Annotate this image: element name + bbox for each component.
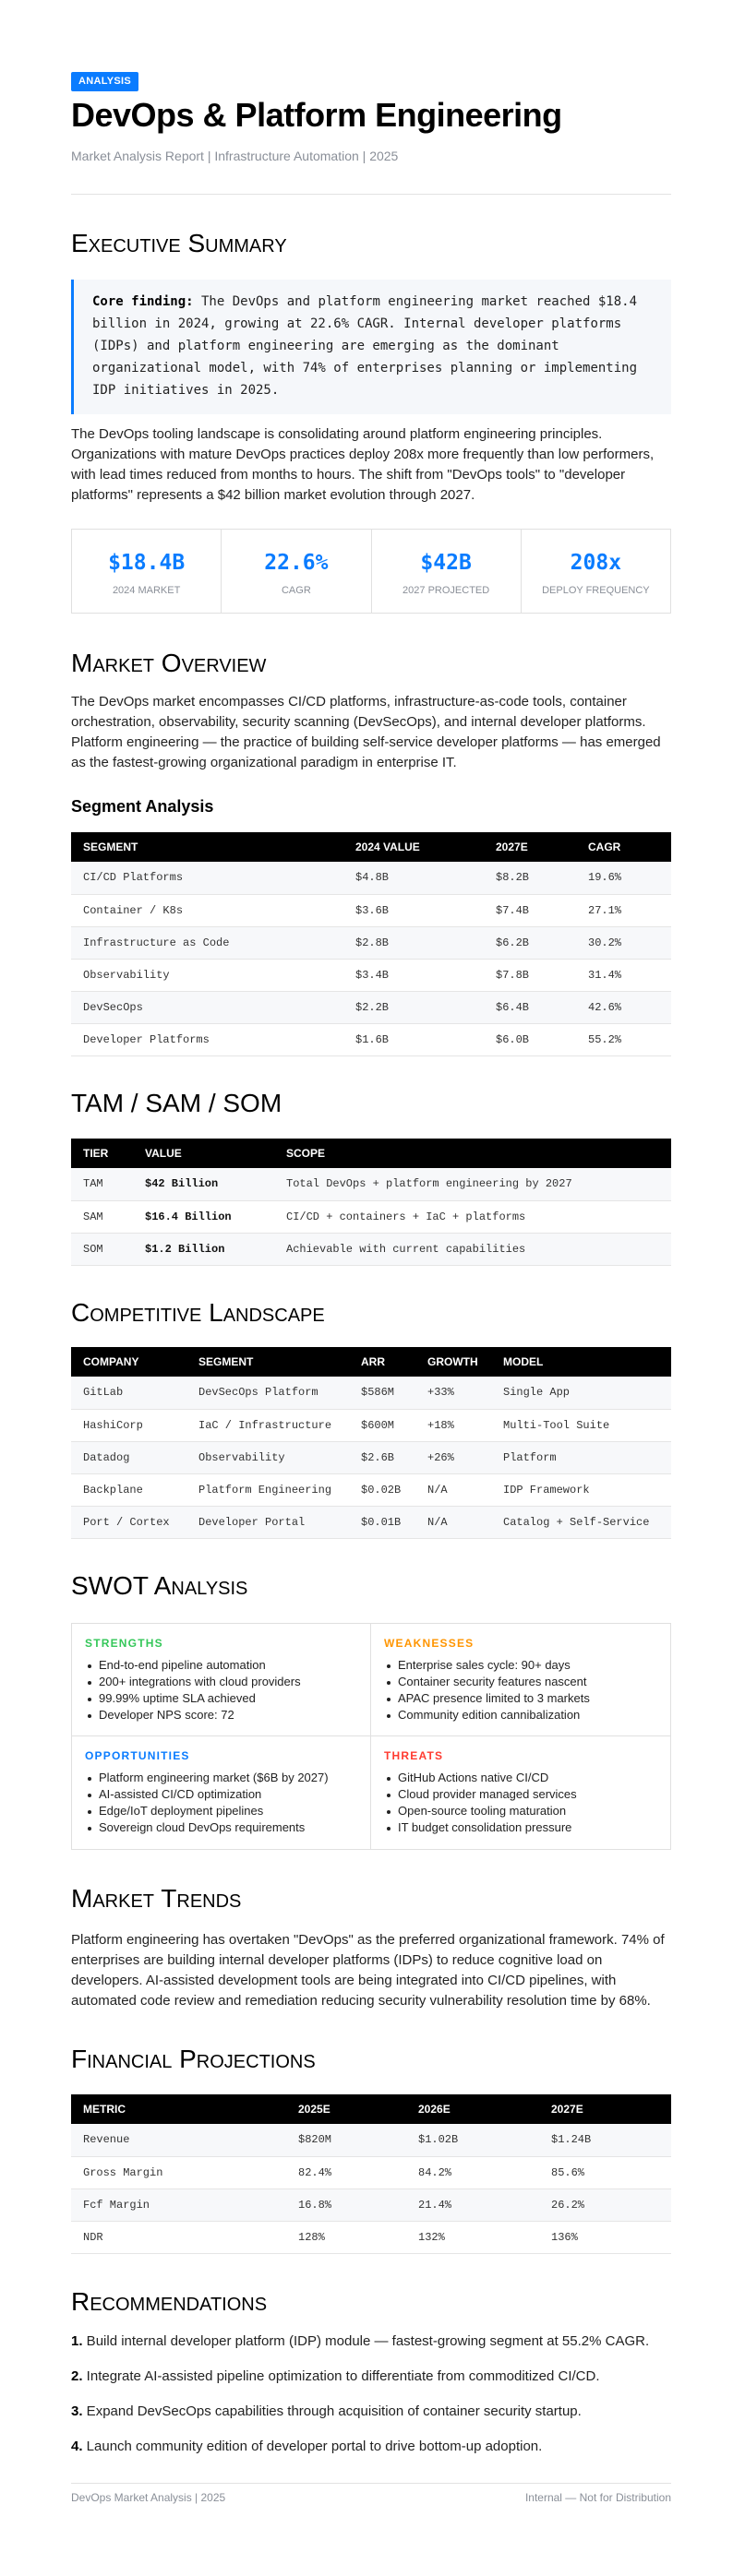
table-row [71, 991, 671, 1023]
table-cell: $3.4B [343, 959, 484, 991]
swot-item: Developer NPS score: 72 [85, 1707, 357, 1723]
table-cell: Fcf Margin [71, 2188, 286, 2221]
column-header: COMPANY [71, 1347, 186, 1377]
table-row [71, 894, 671, 926]
recommendation-text: Build internal developer platform (IDP) module — fastest-growing segment at 55.2% CAGR. [82, 2333, 650, 2349]
table-cell: Multi-Tool Suite [491, 1409, 671, 1441]
recommendation-number: 3. [71, 2403, 83, 2419]
table-cell: $2.8B [343, 926, 484, 959]
metric-value: $18.4B [108, 551, 186, 575]
column-header: 2024 VALUE [343, 832, 484, 862]
table-row [71, 2156, 671, 2188]
segment-analysis-heading: Segment Analysis [71, 797, 214, 816]
table-cell: 82.4% [286, 2156, 406, 2188]
table-cell: 55.2% [576, 1023, 671, 1055]
swot-item: End-to-end pipeline automation [85, 1657, 357, 1674]
table-cell: Backplane [71, 1473, 186, 1506]
table-cell: $0.02B [349, 1473, 415, 1506]
recommendation-item [71, 2367, 671, 2386]
table-cell: 128% [286, 2221, 406, 2253]
swot-grid [71, 1623, 671, 1850]
table-cell: $7.4B [484, 894, 576, 926]
table-cell: Total DevOps + platform engineering by 2027 [274, 1168, 671, 1200]
recommendation-text: Integrate AI-assisted pipeline optimization to differentiate from commoditized CI/CD. [82, 2368, 600, 2384]
column-header: 2026E [406, 2094, 539, 2124]
table-cell: +26% [415, 1441, 491, 1473]
competitive-landscape-heading: Competitive Landscape [71, 1298, 325, 1327]
swot-item: Sovereign cloud DevOps requirements [85, 1819, 357, 1836]
swot-heading: SWOT Analysis [71, 1571, 248, 1600]
recommendation-number: 4. [71, 2439, 83, 2454]
table-cell: 31.4% [576, 959, 671, 991]
column-header: SEGMENT [71, 832, 343, 862]
table-cell: $600M [349, 1409, 415, 1441]
table-header-row [71, 1347, 671, 1377]
table-cell: NDR [71, 2221, 286, 2253]
swot-weaknesses [371, 1624, 670, 1736]
table-row [71, 1168, 671, 1200]
swot-item: APAC presence limited to 3 markets [384, 1690, 657, 1707]
table-cell: Catalog + Self-Service [491, 1506, 671, 1538]
table-row [71, 1441, 671, 1473]
market-trends-heading: Market Trends [71, 1884, 242, 1913]
table-cell: DevSecOps [71, 991, 343, 1023]
executive-summary-heading: Executive Summary [71, 229, 287, 257]
table-row [71, 862, 671, 894]
table-header-row [71, 1139, 671, 1168]
table-cell: 132% [406, 2221, 539, 2253]
metric-card [72, 530, 222, 613]
footer-divider [71, 2483, 671, 2484]
callout-label: Core finding: [92, 294, 194, 309]
swot-item: IT budget consolidation pressure [384, 1819, 657, 1836]
footer-right: Internal — Not for Distribution [524, 2491, 671, 2504]
metric-card [222, 530, 371, 613]
competitive-table [71, 1347, 671, 1539]
column-header: 2027E [484, 832, 576, 862]
table-cell: 27.1% [576, 894, 671, 926]
table-cell: CI/CD Platforms [71, 862, 343, 894]
column-header: 2027E [539, 2094, 671, 2124]
table-cell: 21.4% [406, 2188, 539, 2221]
table-cell: IDP Framework [491, 1473, 671, 1506]
table-cell: Developer Platforms [71, 1023, 343, 1055]
swot-item: Container security features nascent [384, 1674, 657, 1690]
segment-table [71, 832, 671, 1056]
table-cell: GitLab [71, 1377, 186, 1409]
table-cell: $6.0B [484, 1023, 576, 1055]
table-cell: SAM [71, 1200, 133, 1233]
swot-quadrant-title: STRENGTHS [85, 1637, 163, 1650]
swot-item: AI-assisted CI/CD optimization [85, 1786, 357, 1803]
recommendations-heading: Recommendations [71, 2287, 268, 2316]
table-row [71, 959, 671, 991]
table-cell: $6.4B [484, 991, 576, 1023]
table-cell: 42.6% [576, 991, 671, 1023]
table-cell: $4.8B [343, 862, 484, 894]
table-cell: +33% [415, 1377, 491, 1409]
swot-quadrant-title: THREATS [384, 1749, 444, 1762]
table-cell: DevSecOps Platform [186, 1377, 349, 1409]
table-cell: +18% [415, 1409, 491, 1441]
swot-item: Cloud provider managed services [384, 1786, 657, 1803]
market-trends-paragraph: Platform engineering has overtaken "DevOps" as the preferred organizational framework. 74% of enterprises are building internal developer platforms (IDPs) to reduce cognitive load on developers. AI-assisted development tools are being integrated into CI/CD pipelines, with automated code review and remediation reducing security vulnerability resolution time by 68%. [71, 1932, 665, 2009]
core-finding-callout [71, 280, 671, 414]
table-cell: $0.01B [349, 1506, 415, 1538]
table-cell: 136% [539, 2221, 671, 2253]
table-cell: 84.2% [406, 2156, 539, 2188]
metric-value: 22.6% [264, 551, 329, 575]
swot-item: 99.99% uptime SLA achieved [85, 1690, 357, 1707]
table-cell: IaC / Infrastructure [186, 1409, 349, 1441]
table-cell: Platform [491, 1441, 671, 1473]
table-row [71, 1023, 671, 1055]
swot-list [85, 1770, 357, 1836]
table-cell: $1.02B [406, 2124, 539, 2156]
swot-item: Open-source tooling maturation [384, 1803, 657, 1819]
table-cell: $7.8B [484, 959, 576, 991]
column-header: METRIC [71, 2094, 286, 2124]
swot-item: GitHub Actions native CI/CD [384, 1770, 657, 1786]
table-cell: 85.6% [539, 2156, 671, 2188]
tam-sam-som-heading: TAM / SAM / SOM [71, 1089, 282, 1117]
column-header: GROWTH [415, 1347, 491, 1377]
table-cell: $2.6B [349, 1441, 415, 1473]
swot-quadrant-title: OPPORTUNITIES [85, 1749, 190, 1762]
page-subtitle: Market Analysis Report | Infrastructure Automation | 2025 [71, 149, 399, 163]
table-cell: Container / K8s [71, 894, 343, 926]
table-row [71, 926, 671, 959]
table-cell: $820M [286, 2124, 406, 2156]
metric-value: 208x [570, 551, 622, 575]
swot-opportunities [72, 1736, 371, 1849]
table-cell: Platform Engineering [186, 1473, 349, 1506]
swot-list [384, 1770, 657, 1836]
category-badge: ANALYSIS [71, 72, 138, 91]
table-cell: Port / Cortex [71, 1506, 186, 1538]
column-header: TIER [71, 1139, 133, 1168]
column-header: ARR [349, 1347, 415, 1377]
table-cell: N/A [415, 1473, 491, 1506]
recommendation-item [71, 2438, 671, 2456]
metric-card [522, 530, 670, 613]
recommendation-text: Launch community edition of developer portal to drive bottom-up adoption. [82, 2439, 543, 2454]
table-cell: CI/CD + containers + IaC + platforms [274, 1200, 671, 1233]
table-cell: $3.6B [343, 894, 484, 926]
table-cell: 26.2% [539, 2188, 671, 2221]
footer-left: DevOps Market Analysis | 2025 [71, 2491, 226, 2504]
table-cell: $16.4 Billion [133, 1200, 274, 1233]
table-cell: 19.6% [576, 862, 671, 894]
metric-label: DEPLOY FREQUENCY [542, 585, 650, 596]
table-cell: Infrastructure as Code [71, 926, 343, 959]
table-cell: Revenue [71, 2124, 286, 2156]
metric-label: 2024 MARKET [112, 585, 181, 596]
table-row [71, 2221, 671, 2253]
table-cell: Single App [491, 1377, 671, 1409]
swot-item: Platform engineering market ($6B by 2027) [85, 1770, 357, 1786]
recommendation-text: Expand DevSecOps capabilities through acquisition of container security startup. [82, 2403, 582, 2419]
market-overview-paragraph: The DevOps market encompasses CI/CD platforms, infrastructure-as-code tools, container orchestration, observability, security scanning (DevSecOps), and internal developer platforms. Platform engineering — the practice of building self-service developer platforms — has emerged as the fastest-growing organizational paradigm in enterprise IT. [71, 694, 661, 770]
swot-threats [371, 1736, 670, 1849]
table-cell: $2.2B [343, 991, 484, 1023]
recommendation-item [71, 2332, 671, 2351]
footer [71, 2491, 671, 2504]
column-header: VALUE [133, 1139, 274, 1168]
table-row [71, 1200, 671, 1233]
table-cell: $1.24B [539, 2124, 671, 2156]
header-divider [71, 194, 671, 195]
recommendation-number: 1. [71, 2333, 83, 2349]
table-row [71, 1409, 671, 1441]
market-overview-heading: Market Overview [71, 649, 267, 677]
table-row [71, 1377, 671, 1409]
column-header: SCOPE [274, 1139, 671, 1168]
recommendation-number: 2. [71, 2368, 83, 2384]
metric-label: CAGR [281, 585, 311, 596]
table-cell: $1.6B [343, 1023, 484, 1055]
swot-item: 200+ integrations with cloud providers [85, 1674, 357, 1690]
table-cell: $6.2B [484, 926, 576, 959]
column-header: MODEL [491, 1347, 671, 1377]
table-cell: TAM [71, 1168, 133, 1200]
table-cell: 30.2% [576, 926, 671, 959]
page-title: DevOps & Platform Engineering [71, 96, 562, 134]
table-cell: N/A [415, 1506, 491, 1538]
swot-item: Community edition cannibalization [384, 1707, 657, 1723]
table-cell: Observability [186, 1441, 349, 1473]
table-header-row [71, 2094, 671, 2124]
table-cell: Gross Margin [71, 2156, 286, 2188]
table-row [71, 1506, 671, 1538]
table-row [71, 2188, 671, 2221]
table-cell: HashiCorp [71, 1409, 186, 1441]
table-cell: $586M [349, 1377, 415, 1409]
swot-list [85, 1657, 357, 1723]
swot-strengths [72, 1624, 371, 1736]
table-cell: SOM [71, 1233, 133, 1265]
financial-projections-heading: Financial Projections [71, 2045, 316, 2073]
swot-quadrant-title: WEAKNESSES [384, 1637, 475, 1650]
swot-item: Enterprise sales cycle: 90+ days [384, 1657, 657, 1674]
callout-text: The DevOps and platform engineering market reached $18.4 billion in 2024, growing at 22.6% CAGR. Internal developer platforms (IDPs) and platform engineering are emerging as the dominant organizational model, with 74% of enterprises planning or implementing IDP initiatives in 2025. [92, 294, 638, 398]
executive-summary-paragraph: The DevOps tooling landscape is consolidating around platform engineering principles. Organizations with mature DevOps practices deploy 208x more frequently than low performers, with lead times reduced from months to hours. The shift from "DevOps tools" to "developer platforms" represents a $42 billion market evolution through 2027. [71, 426, 655, 503]
table-cell: $42 Billion [133, 1168, 274, 1200]
column-header: SEGMENT [186, 1347, 349, 1377]
table-cell: $1.2 Billion [133, 1233, 274, 1265]
table-header-row [71, 832, 671, 862]
table-cell: Observability [71, 959, 343, 991]
column-header: 2025E [286, 2094, 406, 2124]
metric-value: $42B [420, 551, 472, 575]
financial-table [71, 2094, 671, 2254]
metric-label: 2027 PROJECTED [403, 585, 490, 596]
table-cell: Achievable with current capabilities [274, 1233, 671, 1265]
tam-table [71, 1139, 671, 1266]
table-cell: Datadog [71, 1441, 186, 1473]
column-header: CAGR [576, 832, 671, 862]
table-row [71, 1233, 671, 1265]
table-cell: 16.8% [286, 2188, 406, 2221]
table-cell: Developer Portal [186, 1506, 349, 1538]
swot-list [384, 1657, 657, 1723]
table-row [71, 1473, 671, 1506]
table-cell: $8.2B [484, 862, 576, 894]
recommendation-item [71, 2403, 671, 2421]
metric-card [372, 530, 522, 613]
swot-item: Edge/IoT deployment pipelines [85, 1803, 357, 1819]
key-metrics [71, 529, 671, 614]
table-row [71, 2124, 671, 2156]
